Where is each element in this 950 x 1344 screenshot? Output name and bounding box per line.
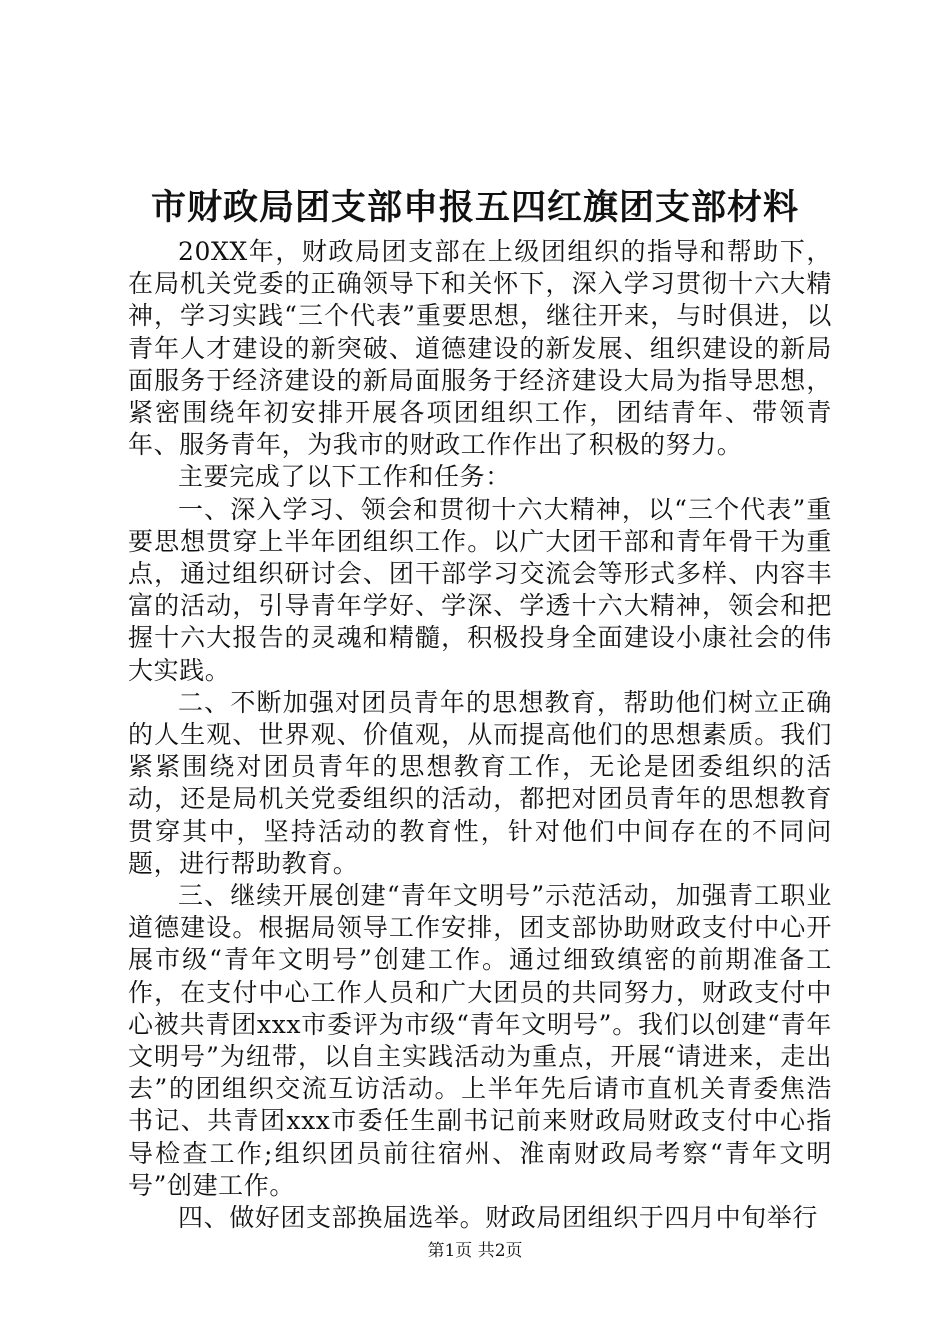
paragraph-item-4: 四、做好团支部换届选举。财政局团组织于四月中旬举行 — [178, 1203, 819, 1233]
document-body — [128, 236, 832, 1234]
paragraph-item-2: 二、不断加强对团员青年的思想教育，帮助他们树立正确的人生观、世界观、价值观，从而提高他们的思想素质。我们紧紧围绕对团员青年的思想教育工作，无论是团委组织的活动，还是局机关党委组织的活动，都把对团员青年的思想教育贯穿其中，坚持活动的教育性，针对他们中间存在的不同问题，进行帮助教育。 — [128, 687, 832, 878]
paragraph-tasks-lead: 主要完成了以下工作和任务： — [178, 462, 511, 492]
page-number-footer: 第1页 共2页 — [427, 1241, 523, 1261]
paragraph-intro: 20XX年，财政局团支部在上级团组织的指导和帮助下，在局机关党委的正确领导下和关怀下，深入学习贯彻十六大精神，学习实践“三个代表”重要思想，继往开来，与时俱进，以青年人才建设的新突破、道德建设的新发展、组织建设的新局面服务于经济建设的新局面服务于经济建设大局为指导思想，紧密围绕年初安排开展各项团组织工作，团结青年、带领青年、服务青年，为我市的财政工作作出了积极的努力。 — [128, 237, 832, 460]
paragraph-item-3: 三、继续开展创建“青年文明号”示范活动，加强青工职业道德建设。根据局领导工作安排，团支部协助财政支付中心开展市级“青年文明号”创建工作。通过细致缜密的前期准备工作，在支付中心工作人员和广大团员的共同努力，财政支付中心被共青团xxx市委评为市级“青年文明号”。我们以创建“青年文明号”为纽带，以自主实践活动为重点，开展“请进来，走出去”的团组织交流互访活动。上半年先后请市直机关青委焦浩书记、共青团xxx市委任生副书记前来财政局财政支付中心指导检查工作;组织团员前往宿州、淮南财政局考察“青年文明号”创建工作。 — [128, 881, 832, 1200]
document-title: 市财政局团支部申报五四红旗团支部材料 — [150, 187, 799, 228]
paragraph-item-1: 一、深入学习、领会和贯彻十六大精神，以“三个代表”重要思想贯穿上半年团组织工作。以广大团干部和青年骨干为重点，通过组织研讨会、团干部学习交流会等形式多样、内容丰富的活动，引导青年学好、学深、学透十六大精神，领会和把握十六大报告的灵魂和精髓，积极投身全面建设小康社会的伟大实践。 — [128, 494, 832, 685]
